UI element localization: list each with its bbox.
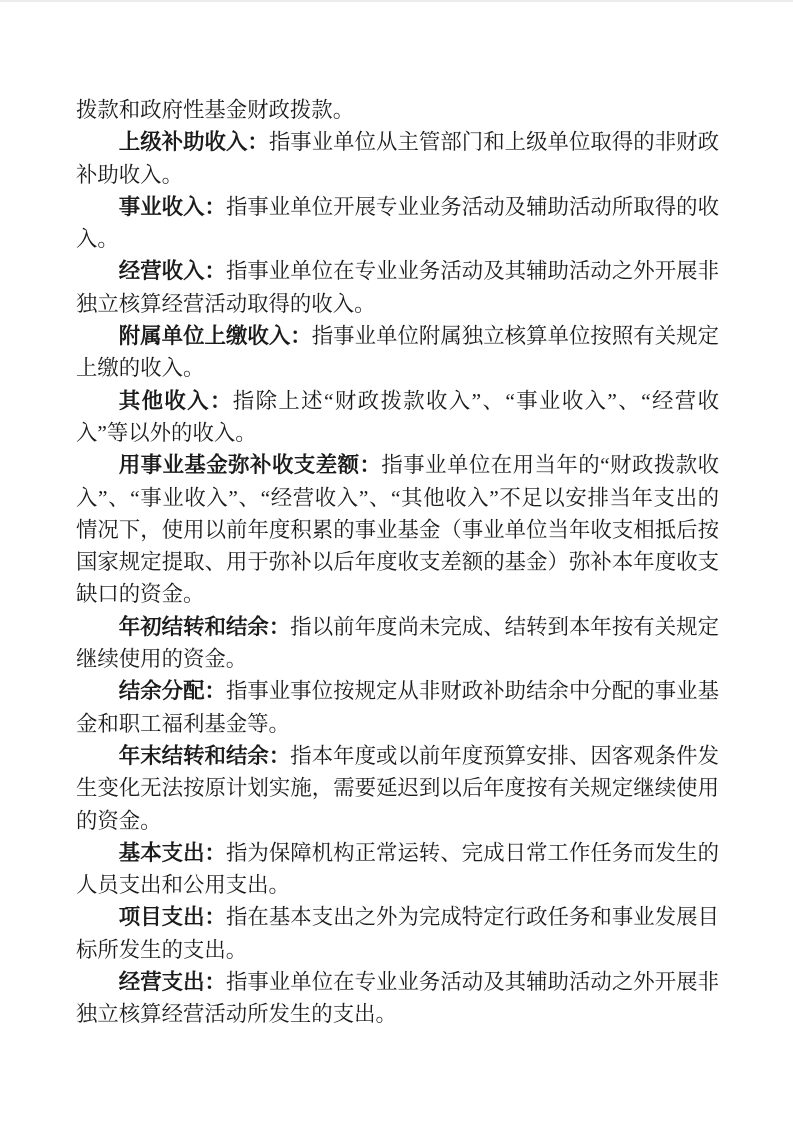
def-superior-subsidy-income (76, 126, 719, 191)
definition-text: 指事业单位在专业业务活动及其辅助活动之外开展非独立核算经营活动所发生的支出。 (76, 970, 719, 1027)
def-year-end-carryover-surplus (76, 740, 719, 837)
term-label: 结余分配： (118, 679, 226, 704)
term-label: 年初结转和结余： (118, 614, 291, 639)
def-surplus-distribution (76, 675, 719, 740)
definition-text: 指事业单位从主管部门和上级单位取得的非财政补助收入。 (76, 130, 719, 187)
definition-text: 指在基本支出之外为完成特定行政任务和事业发展目标所发生的支出。 (76, 905, 719, 962)
definition-text: 指事业单位在用当年的“财政拨款收入”、“事业收入”、“经营收入”、“其他收入”不足以安排当年支出的情况下，使用以前年度积累的事业基金（事业单位当年收支相抵后按国家规定提取、用于弥补以后年度收支差额的基金）弥补本年度收支缺口的资金。 (76, 453, 719, 607)
definition-text: 指为保障机构正常运转、完成日常工作任务而发生的人员支出和公用支出。 (76, 840, 719, 898)
term-label: 经营支出： (118, 970, 226, 995)
def-basic-expenditure (76, 837, 719, 902)
def-business-income (76, 191, 719, 256)
term-label: 附属单位上缴收入： (118, 324, 312, 349)
def-fund-deficit-coverage (76, 449, 719, 610)
term-label: 上级补助收入： (118, 130, 269, 155)
definition-text: 指本年度或以前年度预算安排、因客观条件发生变化无法按原计划实施，需要延迟到以后年度按有关规定继续使用的资金。 (76, 743, 719, 833)
def-beginning-year-carryover-surplus (76, 611, 719, 676)
def-operating-income (76, 255, 719, 320)
definition-text: 指事业单位附属独立核算单位按照有关规定上缴的收入。 (76, 324, 719, 381)
term-label: 用事业基金弥补收支差额： (118, 453, 382, 478)
def-project-expenditure (76, 901, 719, 966)
term-label: 年末结转和结余： (118, 743, 291, 768)
term-label: 基本支出： (118, 840, 226, 865)
def-operating-expenditure (76, 966, 719, 1031)
def-other-income (76, 385, 719, 450)
term-label: 项目支出： (118, 905, 226, 930)
definition-text: 指事业单位在专业业务活动及其辅助活动之外开展非独立核算经营活动取得的收入。 (76, 259, 719, 316)
term-label: 其他收入： (118, 388, 233, 413)
definition-text: 拨款和政府性基金财政拨款。 (76, 98, 355, 122)
definition-text: 指事业事位按规定从非财政补助结余中分配的事业基金和职工福利基金等。 (76, 679, 719, 736)
definition-text: 指以前年度尚未完成、结转到本年按有关规定继续使用的资金。 (76, 614, 719, 672)
definition-text: 指事业单位开展专业业务活动及辅助活动所取得的收入。 (76, 194, 719, 252)
def-affiliated-unit-remitted-income (76, 320, 719, 385)
text-content (76, 94, 719, 1031)
term-label: 事业收入： (118, 194, 226, 219)
definition-text: 指除上述“财政拨款收入”、“事业收入”、“经营收入”等以外的收入。 (76, 388, 719, 445)
para-continuation-fiscal-appropriation (76, 94, 719, 126)
term-label: 经营收入： (118, 259, 226, 284)
